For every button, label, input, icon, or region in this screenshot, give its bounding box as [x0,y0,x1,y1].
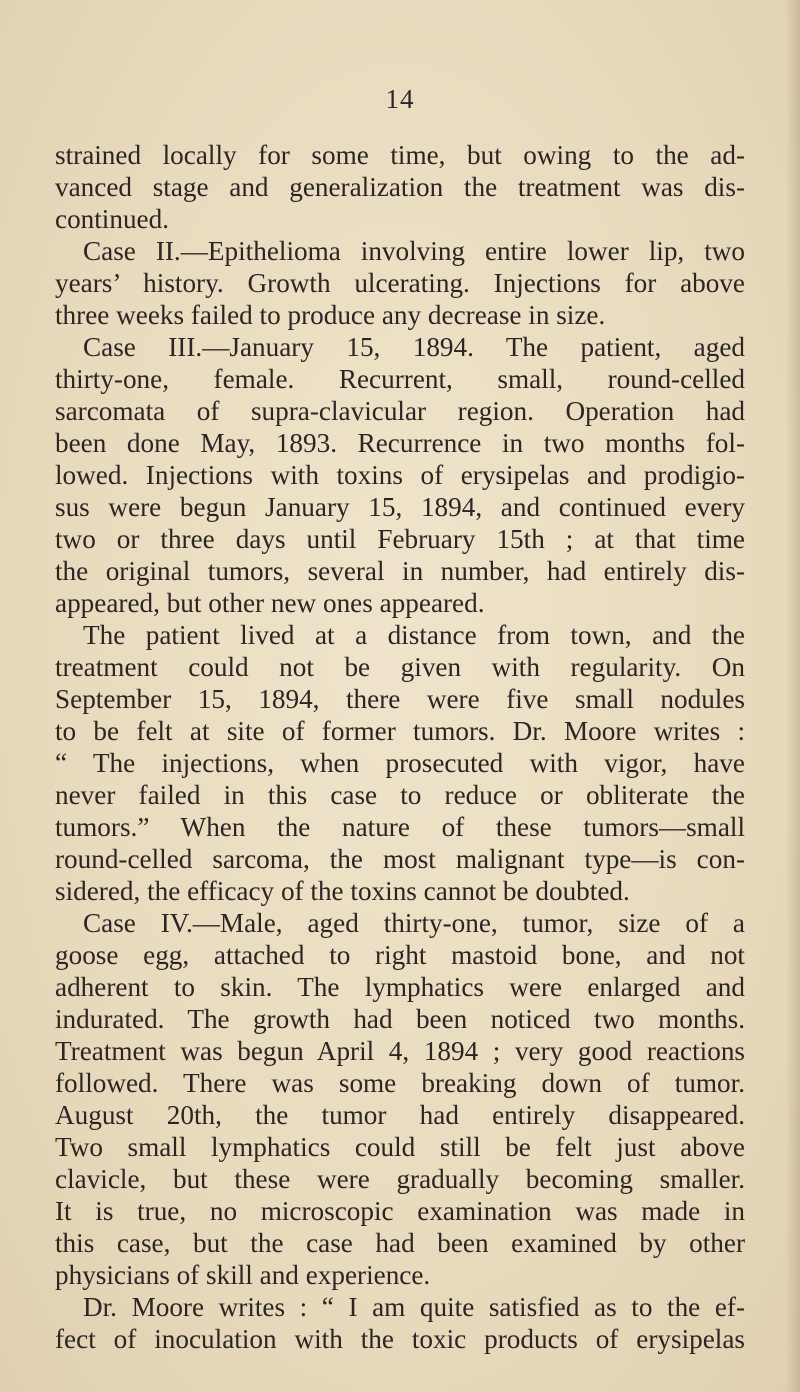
text-line: round-celled sarcoma, the most malignant type—is con- [55,844,745,874]
text-line: It is true, no microscopic examination was made in [55,1196,745,1226]
text-line: never failed in this case to reduce or obliterate the [55,780,745,810]
text-line: Two small lymphatics could still be felt just above [55,1132,745,1162]
text-line: Treatment was begun April 4, 1894 ; very good reactions [55,1036,745,1066]
page-edge-shadow [786,0,800,1392]
text-line: Case IV.—Male, aged thirty-one, tumor, size of a [83,908,745,938]
text-line: Case III.—January 15, 1894. The patient, aged [83,332,745,362]
text-line: three weeks failed to produce any decrease in size. [55,300,606,330]
text-line: been done May, 1893. Recurrence in two months fol- [55,428,745,458]
text-line: The patient lived at a distance from town, and the [83,620,745,650]
body-text [55,139,745,1355]
text-line: adherent to skin. The lymphatics were enlarged and [55,972,745,1002]
text-line: strained locally for some time, but owing to the ad- [55,140,745,170]
text-line: two or three days until February 15th ; at that time [55,524,745,554]
text-line: years’ history. Growth ulcerating. Injections for above [55,268,745,298]
text-line: sidered, the efficacy of the toxins cannot be doubted. [55,876,630,906]
text-line: sus were begun January 15, 1894, and continued every [55,492,745,522]
text-line: this case, but the case had been examined by other [55,1228,745,1258]
text-line: “ The injections, when prosecuted with vigor, have [55,748,745,778]
text-line: tumors.” When the nature of these tumors—small [55,812,745,842]
text-line: the original tumors, several in number, had entirely dis- [55,556,745,586]
text-line: September 15, 1894, there were five small nodules [55,684,745,714]
text-line: fect of inoculation with the toxic products of erysipelas [55,1324,745,1354]
text-line: lowed. Injections with toxins of erysipelas and prodigio- [55,460,745,490]
text-line: physicians of skill and experience. [55,1260,431,1290]
text-line: clavicle, but these were gradually becoming smaller. [55,1164,745,1194]
text-line: sarcomata of supra-clavicular region. Operation had [55,396,745,426]
text-line: vanced stage and generalization the treatment was dis- [55,172,745,202]
text-line: Case II.—Epithelioma involving entire lower lip, two [83,236,745,266]
text-line: followed. There was some breaking down of tumor. [55,1068,745,1098]
text-line: August 20th, the tumor had entirely disappeared. [55,1100,745,1130]
text-line: Dr. Moore writes : “ I am quite satisfied as to the ef- [83,1292,745,1322]
text-line: indurated. The growth had been noticed two months. [55,1004,745,1034]
text-line: appeared, but other new ones appeared. [55,588,485,618]
text-line: treatment could not be given with regularity. On [55,652,745,682]
text-line: to be felt at site of former tumors. Dr. Moore writes : [55,716,745,746]
text-line: goose egg, attached to right mastoid bone, and not [55,940,745,970]
page-number: 14 [385,84,415,114]
text-line: continued. [55,204,170,234]
text-line: thirty-one, female. Recurrent, small, round-celled [55,364,745,394]
